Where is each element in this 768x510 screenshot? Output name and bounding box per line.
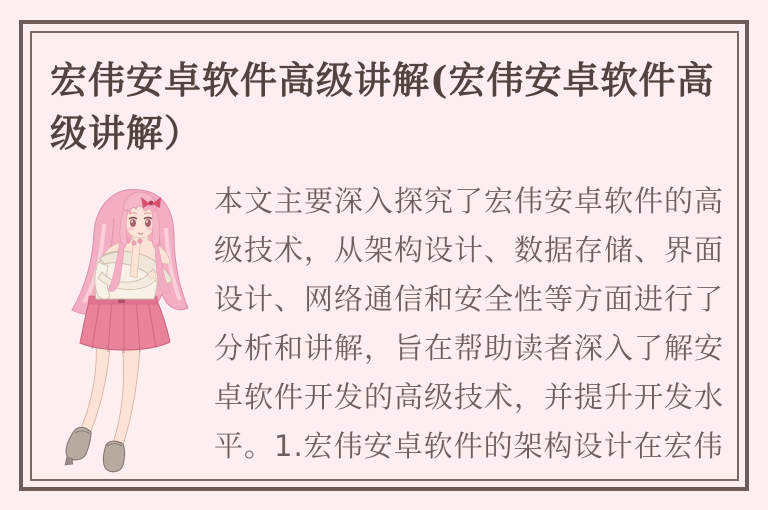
article-line: 分析和讲解，旨在帮助读者深入了解安 (214, 331, 725, 365)
anime-girl-illustration (52, 182, 198, 474)
article-text (214, 177, 738, 471)
article-line: 本文主要深入探究了宏伟安卓软件的高 (214, 184, 725, 218)
article-line: 平。1.宏伟安卓软件的架构设计在宏伟 (214, 429, 724, 463)
page-title-line-1: 宏伟安卓软件高级讲解(宏伟安卓软件高 (50, 58, 715, 102)
article-line: 级技术，从架构设计、数据存储、界面 (214, 233, 725, 267)
article-line: 卓软件开发的高级技术，并提升开发水 (214, 380, 725, 414)
page-title (50, 54, 742, 160)
page-title-line-2: 级讲解） (50, 111, 202, 155)
skirt (80, 296, 170, 353)
article-line: 设计、网络通信和安全性等方面进行了 (214, 282, 725, 316)
